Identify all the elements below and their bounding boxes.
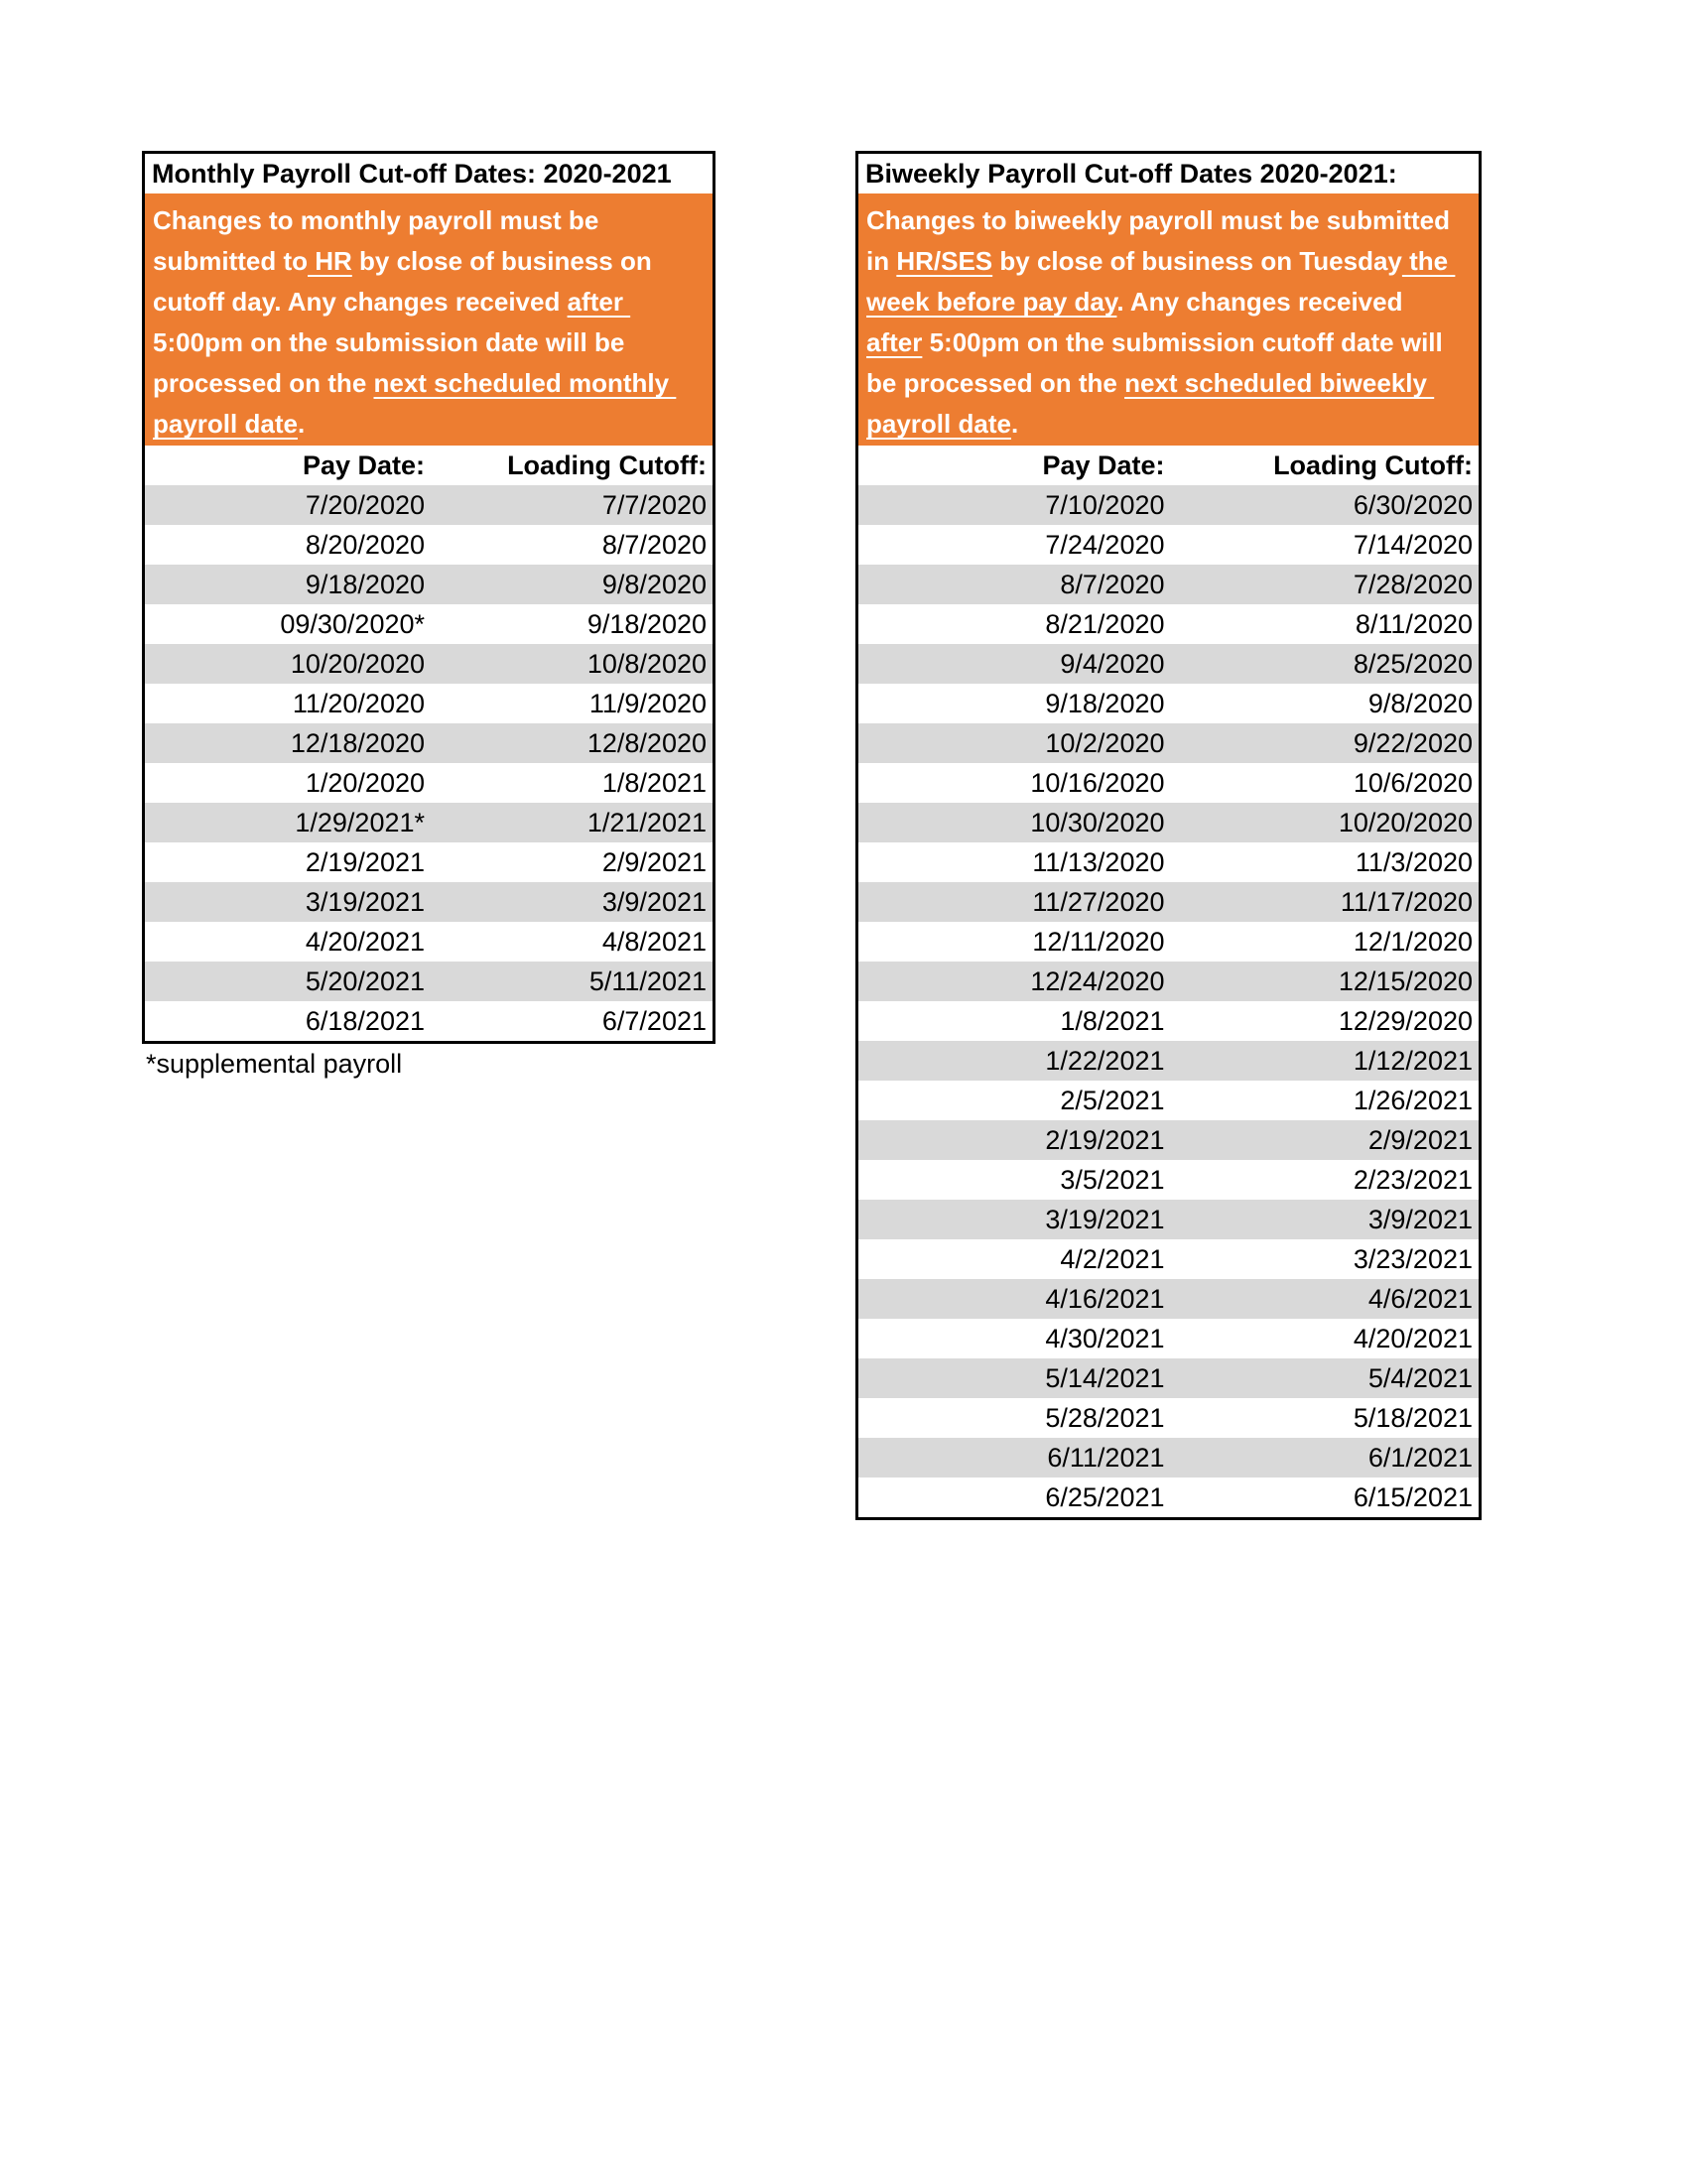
- loading-cutoff-cell: 8/11/2020: [1355, 609, 1473, 639]
- table-row: [145, 485, 713, 525]
- biweekly-table-title: Biweekly Payroll Cut-off Dates 2020-2021:: [858, 154, 1479, 193]
- table-row: [145, 922, 713, 962]
- loading-cutoff-cell: 12/29/2020: [1338, 1006, 1473, 1036]
- pay-date-cell: 8/21/2020: [1045, 609, 1165, 639]
- pay-date-cell: 9/4/2020: [1060, 649, 1165, 679]
- table-row: [858, 565, 1479, 604]
- loading-cutoff-cell: 11/17/2020: [1340, 887, 1473, 917]
- note-line: Changes to monthly payroll must be: [153, 205, 599, 235]
- table-row: [145, 604, 713, 644]
- table-row: [145, 763, 713, 803]
- biweekly-table-body: [858, 485, 1479, 1517]
- monthly-note: [145, 193, 713, 446]
- table-row: [858, 803, 1479, 842]
- loading-cutoff-cell: 12/15/2020: [1338, 966, 1473, 996]
- loading-cutoff-cell: 6/30/2020: [1353, 490, 1473, 520]
- loading-cutoff-cell: 7/28/2020: [1353, 570, 1473, 599]
- table-row: [858, 1200, 1479, 1239]
- loading-cutoff-cell: 10/20/2020: [1338, 808, 1473, 837]
- pay-date-cell: 3/19/2021: [305, 887, 425, 917]
- pay-date-cell: 2/5/2021: [1060, 1086, 1165, 1115]
- pay-date-cell: 9/18/2020: [305, 570, 425, 599]
- pay-date-cell: 11/20/2020: [292, 689, 425, 718]
- note-line: payroll date.: [153, 409, 306, 439]
- pay-date-cell: 4/30/2021: [1045, 1324, 1165, 1353]
- table-row: [145, 803, 713, 842]
- table-row: [858, 882, 1479, 922]
- note-line: in HR/SES by close of business on Tuesday the: [866, 246, 1456, 276]
- monthly-table-title: Monthly Payroll Cut-off Dates: 2020-2021: [145, 154, 713, 193]
- pay-date-cell: 5/20/2021: [305, 966, 425, 996]
- pay-date-cell: 1/22/2021: [1045, 1046, 1165, 1076]
- loading-cutoff-cell: 12/8/2020: [586, 728, 707, 758]
- table-row: [145, 565, 713, 604]
- pay-date-cell: 3/19/2021: [1045, 1205, 1165, 1234]
- monthly-payroll-table: [142, 151, 715, 1044]
- table-row: [145, 684, 713, 723]
- loading-cutoff-cell: 5/18/2021: [1353, 1403, 1473, 1433]
- pay-date-cell: 11/27/2020: [1032, 887, 1165, 917]
- loading-cutoff-cell: 5/4/2021: [1367, 1363, 1473, 1393]
- loading-cutoff-cell: 9/22/2020: [1353, 728, 1473, 758]
- table-row: [145, 842, 713, 882]
- table-row: [858, 1120, 1479, 1160]
- loading-cutoff-cell: 8/7/2020: [601, 530, 707, 560]
- note-line: submitted to HR by close of business on: [153, 246, 652, 276]
- loading-cutoff-cell: 3/9/2021: [1367, 1205, 1473, 1234]
- pay-date-header: Pay Date:: [302, 450, 425, 480]
- loading-cutoff-cell: 9/8/2020: [1367, 689, 1473, 718]
- pay-date-cell: 5/28/2021: [1045, 1403, 1165, 1433]
- loading-cutoff-cell: 8/25/2020: [1353, 649, 1473, 679]
- pay-date-cell: 10/30/2020: [1030, 808, 1165, 837]
- table-row: [858, 1081, 1479, 1120]
- table-row: [145, 644, 713, 684]
- loading-cutoff-header: Loading Cutoff:: [507, 450, 707, 480]
- pay-date-cell: 2/19/2021: [1045, 1125, 1165, 1155]
- monthly-header-row: [145, 446, 713, 485]
- note-line: 5:00pm on the submission date will be: [153, 327, 625, 357]
- biweekly-note: [858, 193, 1479, 446]
- pay-date-cell: 4/20/2021: [305, 927, 425, 957]
- table-row: [858, 604, 1479, 644]
- pay-date-cell: 7/24/2020: [1045, 530, 1165, 560]
- pay-date-cell: 3/5/2021: [1060, 1165, 1165, 1195]
- table-row: [858, 1279, 1479, 1319]
- table-row: [145, 525, 713, 565]
- pay-date-cell: 6/25/2021: [1045, 1482, 1165, 1512]
- loading-cutoff-cell: 1/21/2021: [586, 808, 707, 837]
- table-row: [858, 1477, 1479, 1517]
- loading-cutoff-cell: 1/8/2021: [601, 768, 707, 798]
- table-row: [858, 1358, 1479, 1398]
- pay-date-cell: 10/2/2020: [1045, 728, 1165, 758]
- table-row: [858, 922, 1479, 962]
- loading-cutoff-cell: 10/8/2020: [586, 649, 707, 679]
- loading-cutoff-cell: 3/9/2021: [601, 887, 707, 917]
- biweekly-header-row: [858, 446, 1479, 485]
- loading-cutoff-cell: 2/9/2021: [601, 847, 707, 877]
- table-row: [858, 1001, 1479, 1041]
- loading-cutoff-cell: 7/14/2020: [1353, 530, 1473, 560]
- pay-date-cell: 12/11/2020: [1032, 927, 1165, 957]
- loading-cutoff-cell: 11/3/2020: [1355, 847, 1473, 877]
- pay-date-cell: 5/14/2021: [1045, 1363, 1165, 1393]
- loading-cutoff-cell: 12/1/2020: [1353, 927, 1473, 957]
- loading-cutoff-cell: 1/26/2021: [1353, 1086, 1473, 1115]
- biweekly-payroll-table: [855, 151, 1482, 1520]
- pay-date-cell: 6/11/2021: [1047, 1443, 1165, 1473]
- pay-date-cell: 8/7/2020: [1060, 570, 1165, 599]
- table-row: [145, 962, 713, 1001]
- pay-date-cell: 2/19/2021: [305, 847, 425, 877]
- table-row: [858, 1160, 1479, 1200]
- pay-date-cell: 12/18/2020: [290, 728, 425, 758]
- table-row: [858, 723, 1479, 763]
- loading-cutoff-cell: 10/6/2020: [1353, 768, 1473, 798]
- pay-date-cell: 9/18/2020: [1045, 689, 1165, 718]
- monthly-table-body: [145, 485, 713, 1041]
- loading-cutoff-cell: 2/23/2021: [1353, 1165, 1473, 1195]
- loading-cutoff-cell: 5/11/2021: [588, 966, 707, 996]
- table-row: [858, 644, 1479, 684]
- table-row: [858, 763, 1479, 803]
- table-row: [858, 842, 1479, 882]
- note-line: week before pay day. Any changes received: [866, 287, 1403, 317]
- loading-cutoff-header: Loading Cutoff:: [1273, 450, 1473, 480]
- table-row: [145, 882, 713, 922]
- note-line: Changes to biweekly payroll must be submitted: [866, 205, 1451, 235]
- table-row: [858, 485, 1479, 525]
- loading-cutoff-cell: 6/1/2021: [1367, 1443, 1473, 1473]
- pay-date-cell: 7/10/2020: [1045, 490, 1165, 520]
- note-line: processed on the next scheduled monthly: [153, 368, 677, 398]
- table-row: [858, 1398, 1479, 1438]
- loading-cutoff-cell: 1/12/2021: [1353, 1046, 1473, 1076]
- loading-cutoff-cell: 9/8/2020: [601, 570, 707, 599]
- note-line: be processed on the next scheduled biweekly: [866, 368, 1435, 398]
- table-row: [858, 962, 1479, 1001]
- loading-cutoff-cell: 6/7/2021: [601, 1006, 707, 1036]
- pay-date-cell: 1/20/2020: [305, 768, 425, 798]
- note-line: cutoff day. Any changes received after: [153, 287, 631, 317]
- table-row: [858, 1319, 1479, 1358]
- loading-cutoff-cell: 9/18/2020: [586, 609, 707, 639]
- loading-cutoff-cell: 2/9/2021: [1367, 1125, 1473, 1155]
- loading-cutoff-cell: 6/15/2021: [1353, 1482, 1473, 1512]
- pay-date-cell: 10/16/2020: [1030, 768, 1165, 798]
- pay-date-cell: 09/30/2020*: [280, 609, 425, 639]
- pay-date-cell: 1/8/2021: [1060, 1006, 1165, 1036]
- loading-cutoff-cell: 4/6/2021: [1367, 1284, 1473, 1314]
- table-row: [858, 525, 1479, 565]
- table-row: [858, 1239, 1479, 1279]
- pay-date-cell: 4/2/2021: [1060, 1244, 1165, 1274]
- table-row: [858, 1438, 1479, 1477]
- loading-cutoff-cell: 3/23/2021: [1353, 1244, 1473, 1274]
- pay-date-cell: 12/24/2020: [1030, 966, 1165, 996]
- pay-date-cell: 6/18/2021: [305, 1006, 425, 1036]
- pay-date-cell: 1/29/2021*: [295, 808, 425, 837]
- note-line: after 5:00pm on the submission cutoff date will: [866, 327, 1443, 357]
- loading-cutoff-cell: 4/8/2021: [601, 927, 707, 957]
- pay-date-cell: 10/20/2020: [290, 649, 425, 679]
- loading-cutoff-cell: 11/9/2020: [588, 689, 707, 718]
- pay-date-cell: 7/20/2020: [305, 490, 425, 520]
- table-row: [858, 684, 1479, 723]
- pay-date-cell: 4/16/2021: [1045, 1284, 1165, 1314]
- table-row: [858, 1041, 1479, 1081]
- table-row: [145, 1001, 713, 1041]
- pay-date-cell: 8/20/2020: [305, 530, 425, 560]
- table-row: [145, 723, 713, 763]
- note-line: payroll date.: [866, 409, 1019, 439]
- pay-date-header: Pay Date:: [1042, 450, 1165, 480]
- loading-cutoff-cell: 4/20/2021: [1353, 1324, 1473, 1353]
- supplemental-payroll-footnote: *supplemental payroll: [146, 1049, 403, 1079]
- pay-date-cell: 11/13/2020: [1032, 847, 1165, 877]
- loading-cutoff-cell: 7/7/2020: [601, 490, 707, 520]
